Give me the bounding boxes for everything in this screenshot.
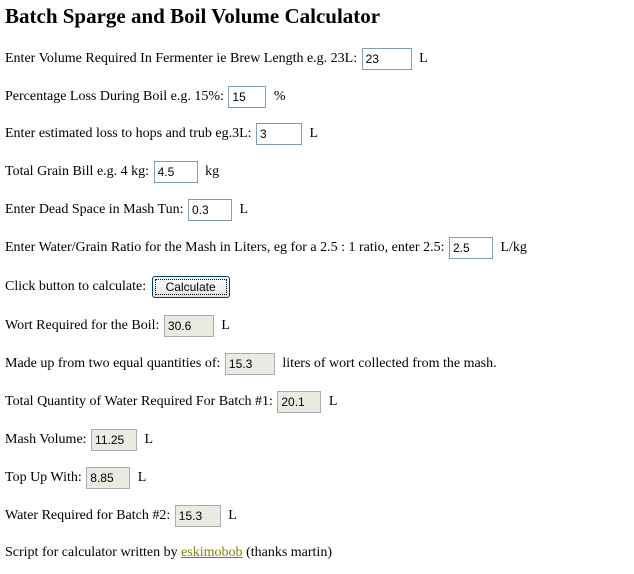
water-grain-ratio-input[interactable]: [449, 237, 493, 259]
page-title: Batch Sparge and Boil Volume Calculator: [5, 4, 381, 28]
top-up-label: Top Up With:: [5, 470, 82, 485]
equal-quantities-output[interactable]: [225, 353, 275, 375]
batch2-water-output[interactable]: [175, 505, 221, 527]
wort-required-label: Wort Required for the Boil:: [5, 318, 160, 333]
hops-trub-loss-label: Enter estimated loss to hops and trub eg.3L:: [5, 126, 252, 141]
mash-volume-label: Mash Volume:: [5, 432, 87, 447]
batch1-water-label: Total Quantity of Water Required For Batch #1:: [5, 394, 273, 409]
grain-bill-unit: kg: [205, 164, 220, 179]
water-grain-ratio-row: [5, 237, 527, 259]
wort-required-output[interactable]: [164, 315, 214, 337]
water-grain-ratio-label: Enter Water/Grain Ratio for the Mash in Liters, eg for a 2.5 : 1 ratio, enter 2.5:: [5, 240, 445, 255]
credits-suffix: (thanks martin): [246, 545, 332, 560]
grain-bill-row: [5, 161, 219, 183]
boil-loss-unit: %: [273, 89, 286, 104]
mash-volume-unit: L: [144, 432, 154, 447]
dead-space-label: Enter Dead Space in Mash Tun:: [5, 202, 184, 217]
grain-bill-label: Total Grain Bill e.g. 4 kg:: [5, 164, 150, 179]
top-up-unit: L: [137, 470, 147, 485]
credits-prefix: Script for calculator written by: [5, 545, 178, 560]
batch2-water-unit: L: [228, 508, 237, 523]
equal-quantities-label: Made up from two equal quantities of:: [5, 356, 221, 371]
brew-length-label: Enter Volume Required In Fermenter ie Brew Length e.g. 23L:: [5, 51, 358, 66]
calculate-button[interactable]: Calculate: [152, 276, 230, 298]
boil-loss-label: Percentage Loss During Boil e.g. 15%:: [5, 89, 224, 104]
water-grain-ratio-unit: L/kg: [500, 240, 527, 255]
brew-length-row: [5, 48, 428, 70]
wort-required-row: [5, 315, 230, 337]
hops-trub-loss-unit: L: [309, 126, 319, 141]
hops-trub-loss-row: [5, 123, 318, 145]
dead-space-input[interactable]: [188, 199, 232, 221]
grain-bill-input[interactable]: [154, 161, 198, 183]
equal-quantities-suffix: liters of wort collected from the mash.: [282, 356, 497, 371]
batch1-water-output[interactable]: [277, 391, 321, 413]
boil-loss-input[interactable]: [228, 86, 266, 108]
brew-length-unit: L: [419, 51, 428, 66]
dead-space-unit: L: [239, 202, 249, 217]
credits-row: [5, 542, 332, 564]
mash-volume-output[interactable]: [91, 429, 137, 451]
dead-space-row: [5, 199, 248, 221]
mash-volume-row: [5, 429, 153, 451]
author-link[interactable]: eskimobob: [181, 545, 243, 560]
equal-quantities-row: [5, 353, 497, 375]
batch2-water-row: [5, 505, 237, 527]
top-up-row: [5, 467, 146, 489]
calculate-label: Click button to calculate:: [5, 279, 147, 294]
top-up-output[interactable]: [86, 467, 130, 489]
batch2-water-label: Water Required for Batch #2:: [5, 508, 171, 523]
brew-length-input[interactable]: [362, 48, 412, 70]
hops-trub-loss-input[interactable]: [256, 123, 302, 145]
calculate-row: [5, 276, 230, 298]
wort-required-unit: L: [221, 318, 230, 333]
batch1-water-unit: L: [328, 394, 338, 409]
boil-loss-row: [5, 86, 286, 108]
batch1-water-row: [5, 391, 337, 413]
